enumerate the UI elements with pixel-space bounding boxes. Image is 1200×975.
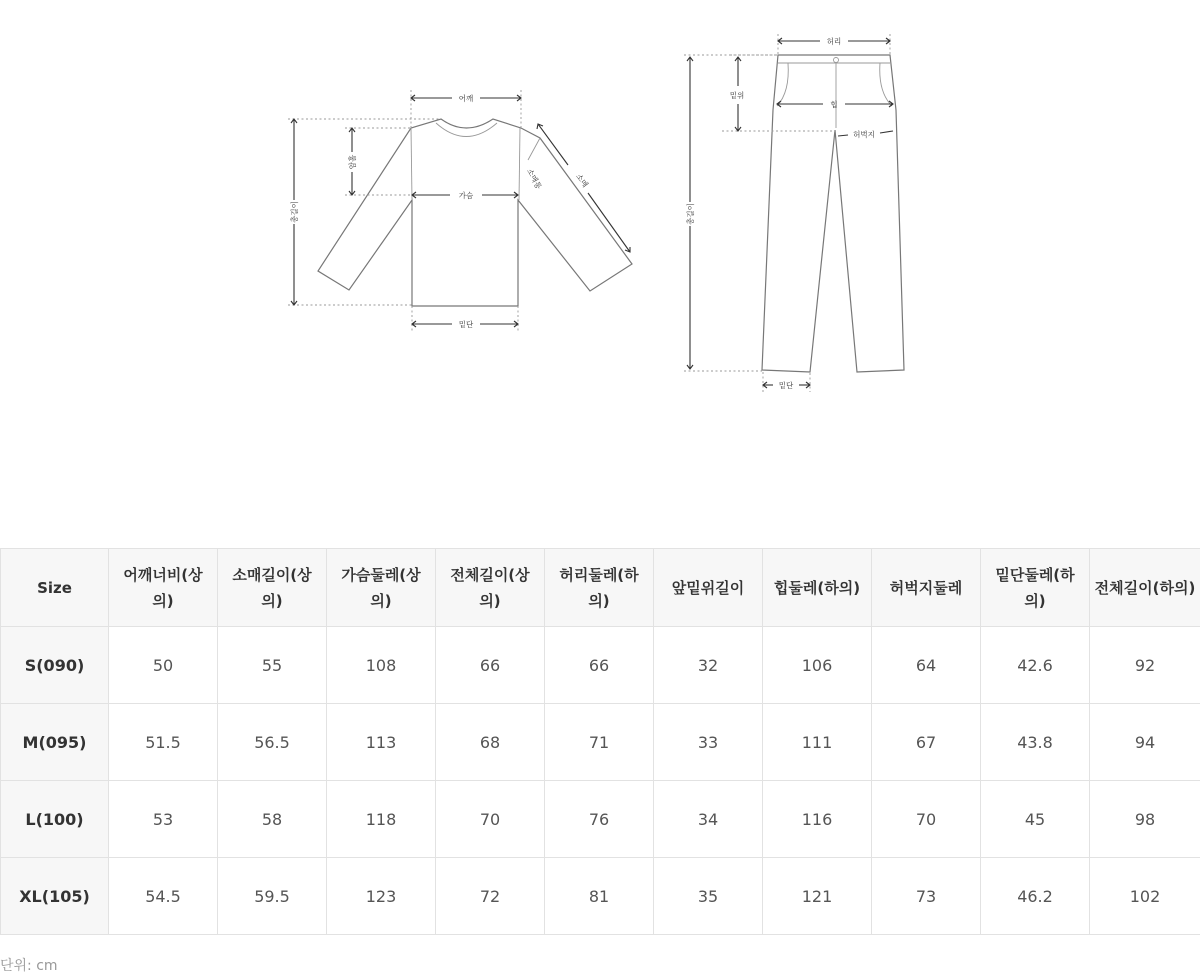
label-sleeve: 소매 [574, 171, 591, 189]
table-cell: 43.8 [981, 704, 1090, 781]
label-hip: 힙 [830, 99, 837, 109]
label-pants-total-length: 총길이 [685, 203, 695, 225]
table-row [1, 704, 1200, 781]
header-thigh: 허벅지둘레 [872, 549, 981, 627]
table-cell: 67 [872, 704, 981, 781]
size-cell: L(100) [1, 781, 109, 858]
table-row [1, 858, 1200, 935]
table-cell: 42.6 [981, 627, 1090, 704]
table-cell: 51.5 [109, 704, 218, 781]
header-size: Size [1, 549, 109, 627]
header-hem: 밑단둘레(하의) [981, 549, 1090, 627]
table-cell: 70 [436, 781, 545, 858]
label-chest: 가슴 [459, 190, 474, 200]
table-cell: 111 [763, 704, 872, 781]
label-pants-hem: 밑단 [779, 380, 794, 390]
table-cell: 123 [327, 858, 436, 935]
table-cell: 98 [1090, 781, 1200, 858]
table-cell: 113 [327, 704, 436, 781]
size-cell: S(090) [1, 627, 109, 704]
header-sleeve-length: 소매길이(상의) [218, 549, 327, 627]
table-cell: 45 [981, 781, 1090, 858]
size-guide-diagram [0, 0, 1200, 430]
table-cell: 108 [327, 627, 436, 704]
table-cell: 121 [763, 858, 872, 935]
table-cell: 34 [654, 781, 763, 858]
table-cell: 72 [436, 858, 545, 935]
table-cell: 70 [872, 781, 981, 858]
table-cell: 54.5 [109, 858, 218, 935]
table-cell: 66 [436, 627, 545, 704]
table-cell: 32 [654, 627, 763, 704]
header-shoulder-width: 어깨너비(상의) [109, 549, 218, 627]
header-bottom-total-length: 전체길이(하의) [1090, 549, 1200, 627]
size-cell: M(095) [1, 704, 109, 781]
table-cell: 46.2 [981, 858, 1090, 935]
table-cell: 64 [872, 627, 981, 704]
table-cell: 81 [545, 858, 654, 935]
header-top-total-length: 전체길이(상의) [436, 549, 545, 627]
header-front-rise: 앞밑위길이 [654, 549, 763, 627]
table-cell: 116 [763, 781, 872, 858]
table-cell: 71 [545, 704, 654, 781]
size-cell: XL(105) [1, 858, 109, 935]
label-sleeve-width: 소매통 [525, 167, 544, 192]
table-row [1, 627, 1200, 704]
table-cell: 92 [1090, 627, 1200, 704]
label-shoulder: 어깨 [459, 93, 474, 103]
table-header-row [1, 549, 1200, 627]
table-cell: 53 [109, 781, 218, 858]
label-armhole: 암홀 [347, 154, 357, 169]
table-cell: 76 [545, 781, 654, 858]
label-top-total-length: 총길이 [289, 201, 299, 223]
table-cell: 59.5 [218, 858, 327, 935]
header-waist: 허리둘레(하의) [545, 549, 654, 627]
table-cell: 33 [654, 704, 763, 781]
header-chest: 가슴둘레(상의) [327, 549, 436, 627]
top-garment-illustration [318, 119, 632, 306]
unit-note: 단위: cm [0, 955, 58, 975]
table-cell: 94 [1090, 704, 1200, 781]
label-thigh: 허벅지 [853, 129, 875, 139]
table-cell: 35 [654, 858, 763, 935]
table-cell: 58 [218, 781, 327, 858]
size-chart-table [0, 548, 1200, 935]
table-cell: 66 [545, 627, 654, 704]
table-cell: 73 [872, 858, 981, 935]
table-cell: 118 [327, 781, 436, 858]
label-top-hem: 밑단 [459, 319, 474, 329]
table-row [1, 781, 1200, 858]
table-cell: 106 [763, 627, 872, 704]
table-cell: 68 [436, 704, 545, 781]
header-hip: 힙둘레(하의) [763, 549, 872, 627]
table-cell: 50 [109, 627, 218, 704]
table-cell: 102 [1090, 858, 1200, 935]
label-waist: 허리 [827, 36, 842, 46]
table-cell: 55 [218, 627, 327, 704]
label-rise: 밑위 [730, 90, 745, 100]
table-cell: 56.5 [218, 704, 327, 781]
